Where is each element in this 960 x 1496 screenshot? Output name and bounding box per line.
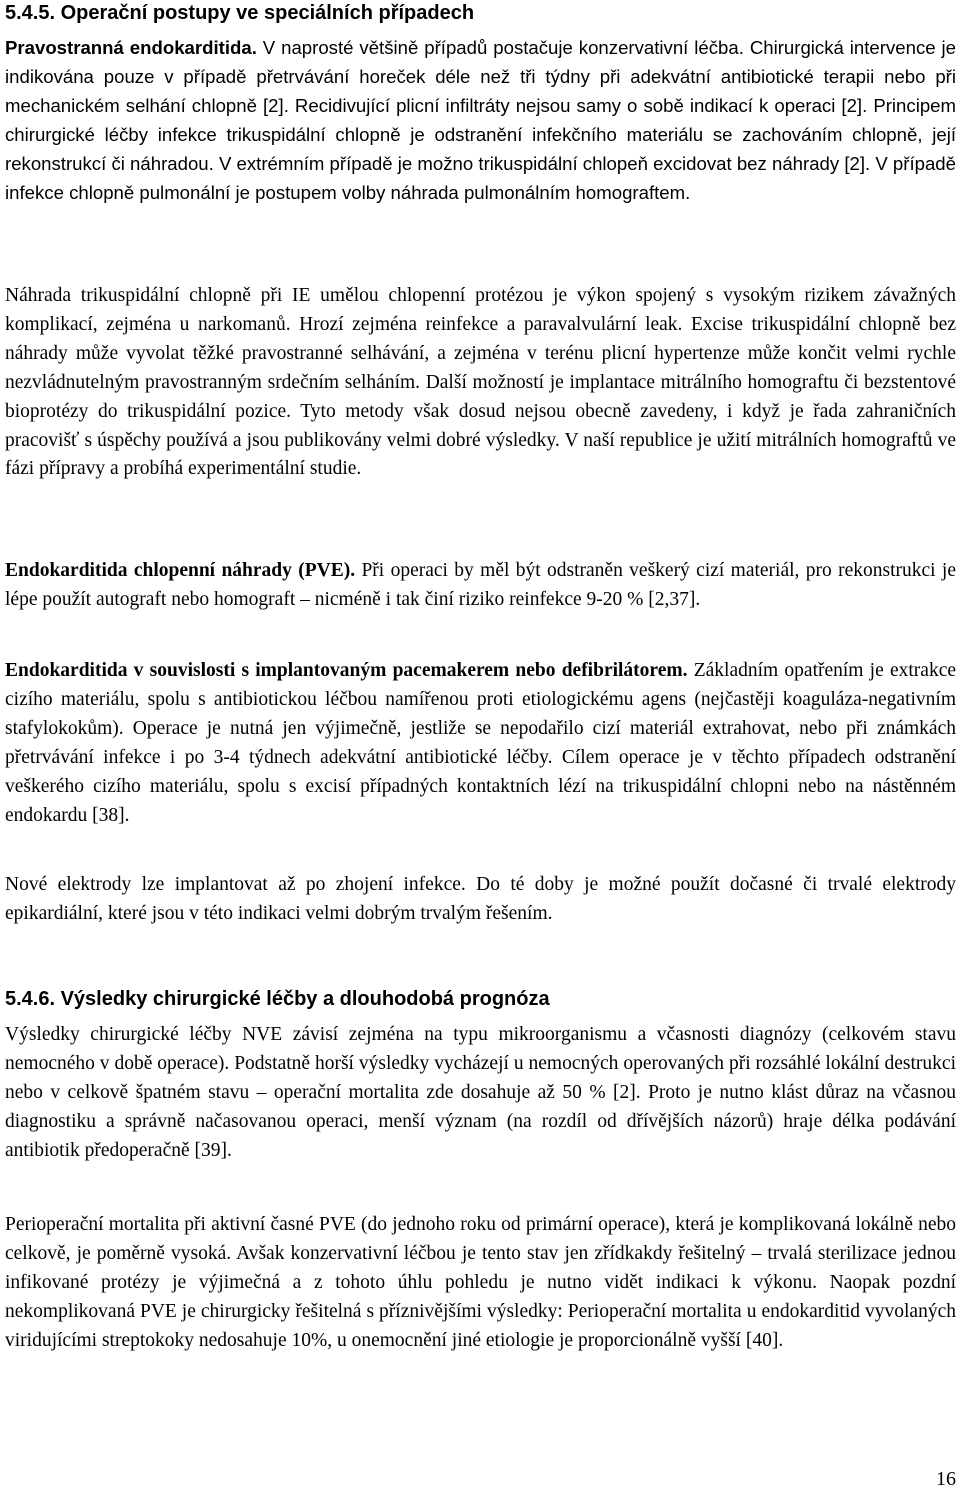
paragraph-new-electrodes — [5, 871, 956, 929]
paragraph-pve-mortality — [5, 1211, 956, 1356]
section-heading-5-4-5: 5.4.5. Operační postupy ve speciálních případech — [5, 2, 475, 24]
paragraph-pacemaker-endocarditis — [5, 657, 956, 830]
paragraph-text: Perioperační mortalita při aktivní časné PVE (do jednoho roku od primární operace), která je komplikovaná lokálně nebo celkově, je poměrně vysoká. Avšak konzervativní léčbou je tento stav jen zřídkakdy řešitelný – trvalá sterilizace jednou infikované protézy je výjimečná a z tohoto úhlu pohledu je nutno vidět indikaci k výkonu. Naopak pozdní nekomplikovaná PVE je chirurgicky řešitelná s příznivějšími výsledky: Perioperační mortalita u endokarditid vyvolaných viridujícími streptokoky nedosahuje 10%, u onemocnění jiné etiologie je proporcionálně vyšší [40]. — [5, 1214, 956, 1351]
section-heading-5-4-6: 5.4.6. Výsledky chirurgické léčby a dlouhodobá prognóza — [5, 988, 550, 1010]
paragraph-tricuspid-replacement — [5, 282, 956, 484]
paragraph-nve-results — [5, 1021, 956, 1166]
paragraph-text: Základním opatřením je extrakce cizího materiálu, spolu s antibiotickou léčbou namířenou proti etiologickému agens (nejčastěji koaguláza-negativním stafylokokům). Operace je nutná jen výjimečně, jestliže se nepodařilo cizí materiál extrahovat, nebo při známkách přetrvávání infekce i po 3-4 týdnech adekvátní antibiotické léčby. Cílem operace je v těchto případech odstranění veškerého cizího materiálu, spolu s excisí případných kontaktních lézí na trikuspidální chlopni nebo na nástěnném endokardu [38]. — [5, 660, 956, 826]
paragraph-text: Náhrada trikuspidální chlopně při IE umělou chlopenní protézou je výkon spojený s vysokým rizikem závažných komplikací, zejména u narkomanů. Hrozí zejména reinfekce a paravalvulární leak. Excise trikuspidální chlopně bez náhrady může vyvolat těžké pravostranné selhávání, a zejména v terénu plicní hypertenze může končit velmi rychle nezvládnutelným pravostranným srdečním selháním. Další možností je implantace mitrálního homograftu či bezstentové bioprotézy do trikuspidální pozice. Tyto metody však dosud nejsou obecně zavedeny, i když je řada zahraničních pracovišť s úspěchy používá a jsou publikovány velmi dobré výsledky. V naší republice je užití mitrálních homograftů ve fázi přípravy a probíhá experimentální studie. — [5, 285, 956, 480]
paragraph-lead: Pravostranná endokarditida. — [5, 37, 257, 58]
paragraph-text: Při operaci by měl být odstraněn veškerý cizí materiál, pro rekonstrukci je lépe použít autograft nebo homograft – nicméně i tak činí riziko reinfekce 9-20 % [2,37]. — [5, 560, 957, 610]
paragraph-prosthetic-valve-endocarditis — [5, 557, 956, 615]
paragraph-right-sided-endocarditis — [5, 34, 956, 207]
page-number: 16 — [936, 1468, 956, 1490]
paragraph-text: V naprosté většině případů postačuje konzervativní léčba. Chirurgická intervence je indikována pouze v případě přetrvávání horeček déle než tři týdny při adekvátní antibiotické terapii nebo při mechanickém selhání chlopně [2]. Recidivující plicní infiltráty nejsou samy o sobě indikací k operaci [2]. Principem chirurgické léčby infekce trikuspidální chlopně je odstranění infekčního materiálu se zachováním chlopně, její rekonstrukcí či náhradou. V extrémním případě je možno trikuspidální chlopeň excidovat bez náhrady [2]. V případě infekce chlopně pulmonální je postupem volby náhrada pulmonálním homograftem. — [5, 37, 956, 203]
paragraph-text: Nové elektrody lze implantovat až po zhojení infekce. Do té doby je možné použít dočasné či trvalé elektrody epikardiální, které jsou v této indikaci velmi dobrým trvalým řešením. — [5, 874, 956, 924]
paragraph-text: Výsledky chirurgické léčby NVE závisí zejména na typu mikroorganismu a včasnosti diagnózy (celkovém stavu nemocného v době operace). Podstatně horší výsledky vycházejí u nemocných operovaných při rozsáhlé lokální destrukci nebo v celkově špatném stavu – operační mortalita zde dosahuje až 50 % [2]. Proto je nutno klást důraz na včasnou diagnostiku a správně načasovanou operaci, menší význam (na rozdíl od dřívějších názorů) hraje délka podávání antibiotik předoperačně [39]. — [5, 1024, 956, 1161]
paragraph-lead: Endokarditida chlopenní náhrady (PVE). — [5, 560, 356, 581]
paragraph-lead: Endokarditida v souvislosti s implantovaným pacemakerem nebo defibrilátorem. — [5, 660, 688, 681]
